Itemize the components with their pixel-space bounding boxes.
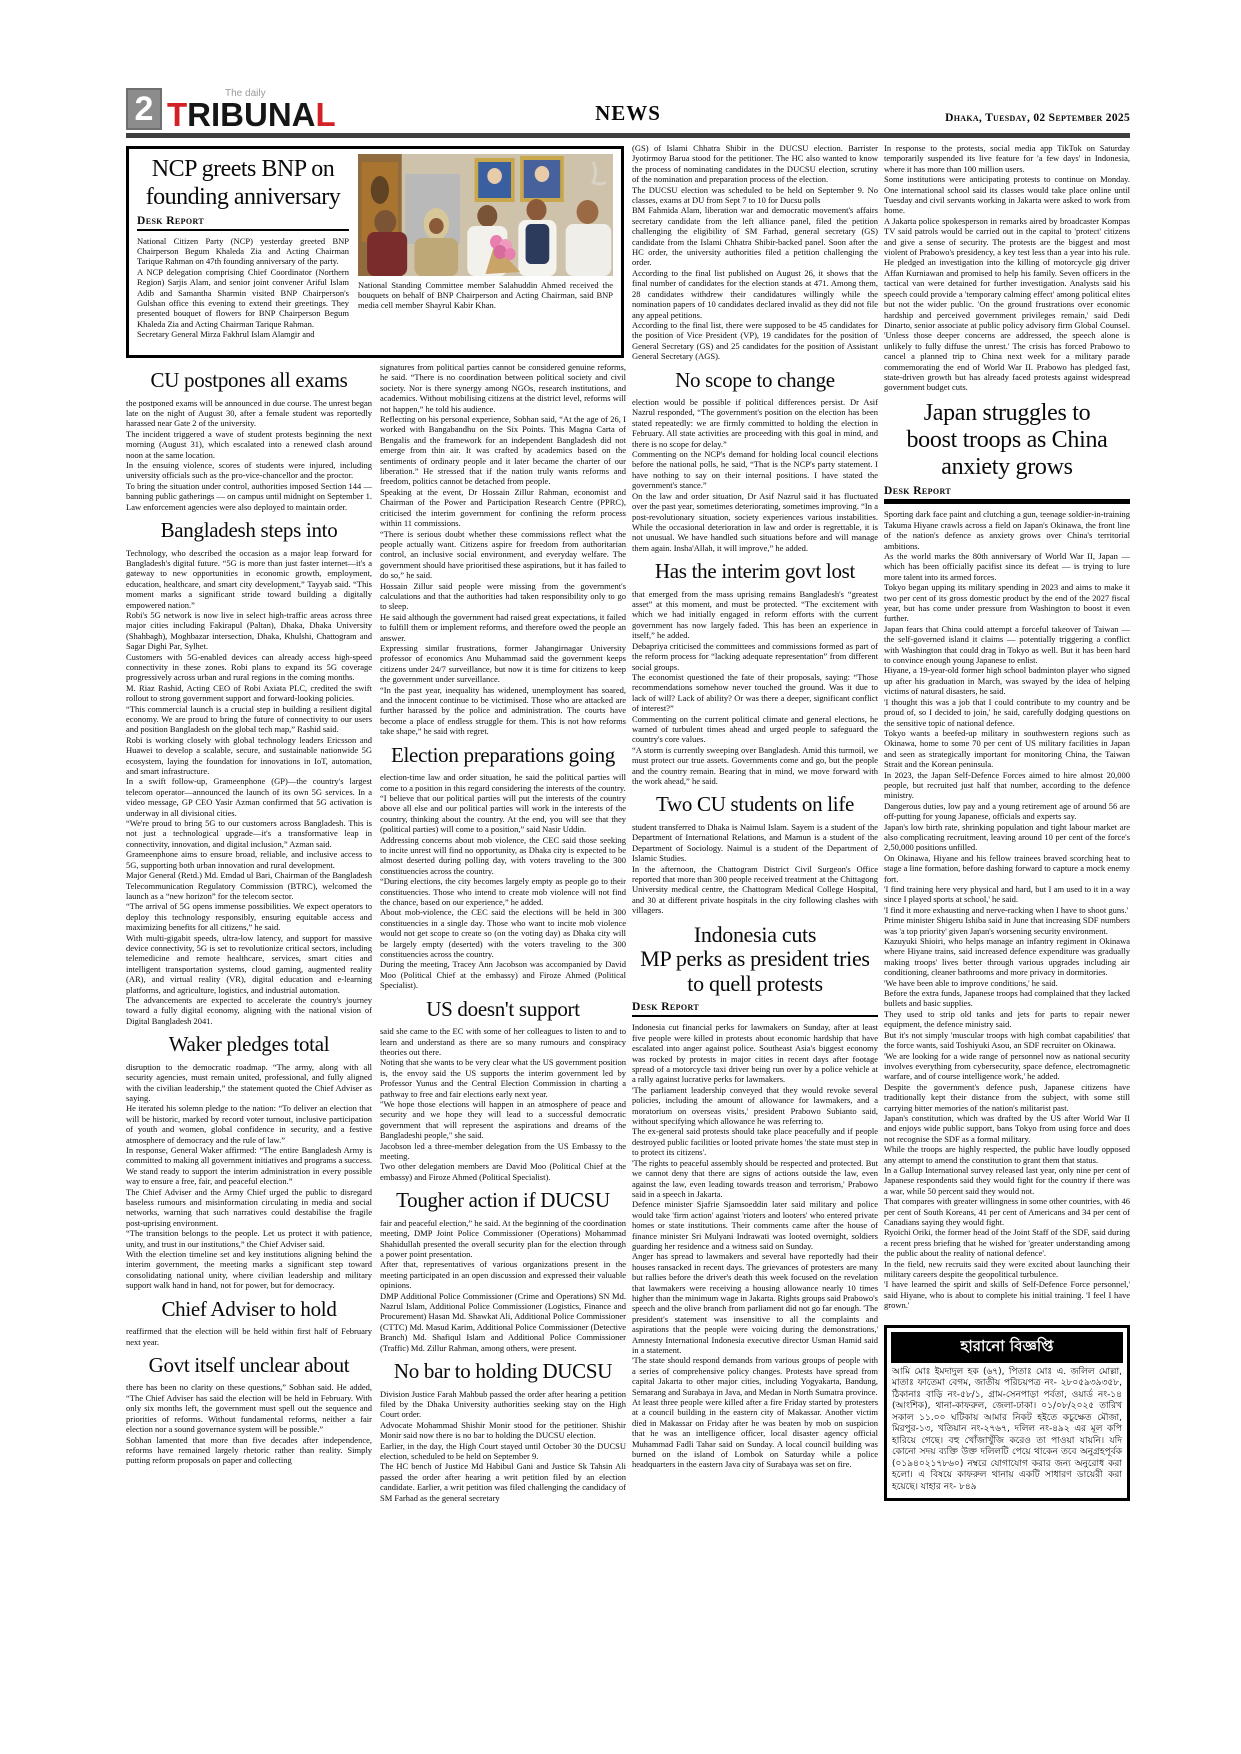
lead-article-paragraph: Secretary General Mirza Fakhrul Islam Alamgir and (137, 329, 315, 340)
article-paragraph: Two other delegation members are David Moo (Political Chief at the embassy) and Firoze Ahmed (Political Specialist). (380, 1161, 626, 1182)
article-paragraph: Japan fears that China could attempt a forceful takeover of Taiwan — the self-governed island it claims — potentially triggering a conflict with Washington that could drag in Tokyo as well. But it has been hard to convince enough young Japanese to enlist. (884, 623, 1130, 666)
article-paragraph: Noting that she wants to be very clear what the US government position is, the envoy said the US supports the interim government led by Professor Yunus and the Central Election Commission in charting a pathway to free and fair elections early next year. (380, 1057, 626, 1099)
article-paragraph: “During elections, the city becomes largely empty as people go to their constituencies. Those who intend to create mob violence will not find the chance, based on our experience,” he added. (380, 876, 626, 908)
article-paragraph: BM Fahmida Alam, liberation war and democratic movement's affairs secretary candidate from the left alliance panel, filed the petition challenging the eligibility of SM Farhad, general secretary (GS) candidate from the Islami Chhatra Shibir-backed panel. Soon after the HC order, the university authorities filed a petition challenging the order. (632, 205, 878, 268)
article-paragraph: The economist questioned the fate of their proposals, saying: “Those recommendations somehow never touched the ground. Was it due to lack of will? Lack of ability? Or was there a deeper, significant conflict of interest?” (632, 671, 878, 714)
article-paragraph: 'The rights to peaceful assembly should be respected and protected. But we cannot deny that there are signs of actions outside the law, even against the law, even leading towards treason and terrorism,' Prabowo said in a speech in Jakarta. (632, 1157, 878, 1199)
article-paragraph: 'I have learned the spirit and skills of Self-Defence Force personnel,' said Hiyane, who is about to complete his initial training. 'I feel I have grown.' (884, 1279, 1130, 1311)
article-paragraph: Grameenphone aims to ensure broad, reliable, and inclusive access to 5G, supporting both urban innovation and rural development. (126, 849, 372, 870)
article-paragraph: “This commercial launch is a crucial step in building a resilient digital economy. We are proud to bring the future of connectivity to our users and position Bangladesh on the global tech map,” Rashid said. (126, 703, 372, 735)
lead-article-paragraph: A NCP delegation comprising Chief Coordinator (Northern Region) Sarjis Alam, and senior joint convener Ariful Islam Adib and Samantha Sharmin visited BNP Chairperson's Gulshan office this evening to extend their greetings. They presented bouquet of flowers for BNP Chairperson Begum Khaleda Zia and Acting Chairman Tarique Rahman. (137, 266, 349, 329)
lost-notice-body: আমি মোঃ ইমদাদুল হক (৬৭), পিতাঃ মোঃ এ. জলিল মোল্লা, মাতাঃ ফাতেমা বেগম, জাতীয় পরিচয়পত্র নং- ২৮০৫৯৩৯৩৫৮, ঠিকানাঃ বাড়ি নং-৫৮/১, গ্রাম-সেনপাড়া পর্বতা, ওয়ার্ড নং-১৪ (আংশিক), থানা-কাফরুল, জেলা-ঢাকা। ০১/০৮/২০২৫ তারিখ সকাল ১১.০০ ঘটিকায় আমার নিকট হইতে কচুক্ষেত মৌজা, মিরপুর-১৩, খতিয়ান নং-২৭৬৭, দলিল নং-৪৯২ এর মূল কপি হারিয়ে গেছে। বহু খোঁজাখুঁজি করেও তা পাওয়া যায়নি। যদি কোনো সদয় ব্যক্তি উক্ত দলিলটি পেয়ে থাকেন তবে অনুগ্রহপূর্বক (০১৯৪০২১৭৮৬০) নম্বরে যোগাযোগ করার জন্য অনুরোধ করা হলো। এ বিষয়ে কাফরুল থানায় একটি সাধারণ ডায়েরী করা হয়েছে। যাহার নং- ৮৪৯ (892, 1366, 1122, 1492)
lead-article-body (137, 236, 349, 340)
article-paragraph: Commenting on the NCP's demand for holding local council elections before the national polls, he said, “That is the NCP's party statement. I have nothing to say on their internal positions. I have stated the government's stance.” (632, 449, 878, 491)
article-paragraph: Japan's low birth rate, shrinking population and tight labour market are also complicating recruitment, leaving around 10 per cent of the force's 2,50,000 positions unfilled. (884, 821, 1130, 853)
article-headline (126, 519, 372, 543)
article-paragraph: The HC bench of Justice Md Habibul Gani and Justice Sk Tahsin Ali passed the order after hearing a writ petition filed by an election candidate. Earlier, a writ petition was filed challenging the candidacy of SM Farhad as the general secretary (380, 1461, 626, 1503)
article-paragraph: Hiyane, a 19-year-old former high school badminton player who signed up after his graduation in March, was swayed by the idea of helping victims of natural disasters, he said. (884, 665, 1130, 697)
article-headline (632, 560, 878, 584)
article-paragraph: Despite the government's defence push, Japanese citizens have traditionally kept their distance from the subject, with some still carrying bitter memories of the nation's militarist past. (884, 1081, 1130, 1113)
article-paragraph: They used to strip old tanks and jets for parts to repair newer equipment, the defence ministry said. (884, 1008, 1130, 1030)
headline-line: anxiety grows (941, 453, 1073, 480)
article-paragraph: In the ensuing violence, scores of students were injured, including university officials such as the pro-vice-chancellor and the proctor. (126, 459, 372, 481)
article-paragraph: Earlier, in the day, the High Court stayed until October 30 the DUCSU election, scheduled to be held on September 9. (380, 1440, 626, 1462)
article-paragraph: On Okinawa, Hiyane and his fellow trainees braved scorching heat to stage a line formation, before dashing forward to capture a mock enemy fort. (884, 852, 1130, 884)
article-paragraph: Sporting dark face paint and clutching a gun, teenage soldier-in-training Takuma Hiyane crawls across a field on Japan's Okinawa, the front line of the nation's defence as anxiety grows over China's territorial ambitions. (884, 509, 1130, 551)
article-paragraph: Jacobson led a three-member delegation from the US Embassy to the meeting. (380, 1140, 626, 1162)
article-paragraph: election-time law and order situation, he said the political parties will come to a position in this regard considering the interests of the country. (380, 772, 626, 793)
article-paragraph: To bring the situation under control, authorities imposed Section 144 — banning public gatherings — on campus until midnight on September 1. Law enforcement agencies were also deployed to maintain order. (126, 480, 372, 512)
masthead-rule (126, 133, 1130, 138)
article-paragraph: He iterated his solemn pledge to the nation: “To deliver an election that will be historic, marked by record voter turnout, inclusive participation of youth and women, global confidence in security, and a festive atmosphere of democracy and the rule of law.” (126, 1103, 372, 1145)
lead-article-photo-column (358, 154, 613, 351)
article-paragraph: Ryoichi Oriki, the former head of the Joint Staff of the SDF, said during a recent press briefing that he wished for 'greater understanding among the public about the reality of national defence'. (884, 1227, 1130, 1259)
article-paragraph: Indonesia cut financial perks for lawmakers on Sunday, after at least five people were killed in protests about economic hardship that have escalated into anger against police. Southeast Asia's biggest economy was rocked by protests in major cities in recent days after footage spread of a motorcycle taxi driver being run over by a police vehicle at a rally against lucrative perks for lawmakers. (632, 1022, 878, 1085)
page-number: 2 (126, 88, 162, 130)
headline-line: No scope to change (675, 367, 835, 392)
column-2 (380, 362, 626, 1503)
article-paragraph: Before the extra funds, Japanese troops had complained that they lacked bullets and basic supplies. (884, 988, 1130, 1009)
article-paragraph: Dangerous duties, low pay and a young retirement age of around 56 are off-putting for young Japanese, officials and experts say. (884, 800, 1130, 822)
article-paragraph: Technology, who described the occasion as a major leap forward for Bangladesh's digital future. “5G is more than just faster internet—it's a gateway to new opportunities in economic growth, employment, education, healthcare, and smart city development,” Tayyab said. “This moment marks a significant stride toward building a digitally empowered nation.” (126, 547, 372, 610)
masthead (126, 90, 1130, 132)
article-paragraph: That compares with greater willingness in some other countries, with 46 per cent of South Koreans, 41 per cent of Americans and 34 per cent of Canadians saying they would fight. (884, 1196, 1130, 1227)
article-paragraph: 'We have been able to improve conditions,' he said. (884, 977, 1058, 988)
headline-line: Japan struggles to (923, 399, 1091, 426)
headline-line: Indonesia cuts (693, 921, 817, 947)
headline-line: Tougher action if DUCSU (396, 1188, 610, 1213)
brand-last-letter: L (315, 96, 336, 134)
article-paragraph: “The arrival of 5G opens immense possibilities. We expect operators to deploy this technology responsibly, ensuring equitable access and maximizing benefits for all citizens,” he said. (126, 901, 372, 933)
lead-article (126, 146, 624, 358)
lead-byline: Desk Report (137, 214, 205, 227)
article-headline (380, 744, 626, 768)
article-paragraph: Sobhan lamented that more than five decades after independence, reforms have remained largely rhetoric rather than reality. Simply putting reform proposals on paper and collecting (126, 1434, 372, 1466)
section-title: NEWS (595, 101, 661, 125)
article-paragraph: With multi-gigabit speeds, ultra-low latency, and support for massive device connectivity, 5G is set to revolutionize critical sectors, including telemedicine and remote healthcare, services, smart cities and intelligent transportation systems, cloud gaming, augmented reality (AR), and virtual reality (VR), digital education and e-learning platforms, and agriculture, logistics, and industrial automation. (126, 932, 372, 995)
headline-line: Chief Adviser to hold (161, 1296, 337, 1321)
article-paragraph: “We're proud to bring 5G to our customers across Bangladesh. This is not just a technological upgrade—it's a transformative leap in connectivity, innovation, and digital inclusion,” Azman said. (126, 818, 372, 849)
article-paragraph: (GS) of Islami Chhatra Shibir in the DUCSU election. Barrister Jyotirmoy Barua stood for the petitioner. The HC also wanted to know the process of nominating candidates in the DUCSU election, scrutiny of the nomination and preparation process of the election. (632, 143, 878, 185)
article-paragraph: signatures from political parties cannot be considered genuine reforms, he said. “There is no coordination between political society and civil society. Nor is there synergy among NGOs, research institutions, and academics. Without mobilising citizens at the district level, reforms will not happen,” he told his audience. (380, 362, 626, 414)
article-paragraph: During the meeting, Tracey Ann Jacobson was accompanied by David Moo (Political Chief at the embassy) and Firoze Ahmed (Political Specialist). (380, 959, 626, 991)
dateline: Dhaka, Tuesday, 02 September 2025 (945, 112, 1130, 124)
headline-line: Waker pledges total (168, 1032, 330, 1057)
article-paragraph: As the world marks the 80th anniversary of World War II, Japan — which has been officially pacifist since its defeat — is trying to lure more talent into its armed forces. (884, 551, 1130, 582)
article-paragraph: Major General (Retd.) Md. Emdad ul Bari, Chairman of the Bangladesh Telecommunication Regulatory Commission (BTRC), welcomed the launch as a “new horizon” for the telecom sector. (126, 870, 372, 901)
article-paragraph: Prime minister Shigeru Ishiba said in June that increasing SDF numbers was 'a top priority' given Japan's worsening security environment. (884, 915, 1130, 936)
article-paragraph: On the law and order situation, Dr Asif Nazrul said it has fluctuated over the past year, sometimes deteriorating, sometimes improving. “In a post-revolutionary situation, society experiences various instabilities. While the occasional deterioration in law and order is regrettable, it is not unusual. We have handled such situations before and will manage them again. Insha'Allah, it will improve,” he added. (632, 490, 878, 553)
article-paragraph: Advocate Mohammad Shishir Monir stood for the petitioner. Shishir Monir said now there is no bar to holding the DUCSU election. (380, 1419, 626, 1441)
headline-line: Two CU students on life (655, 792, 855, 817)
article-paragraph: “There is serious doubt whether these commissions reflect what the people actually want. Citizens aspire for freedom from authoritarian control, an inclusive social environment, and everyday welfare. The government should have prioritised these aspirations, but it has failed to do so,” he said. (380, 528, 626, 581)
lead-article-paragraph: National Citizen Party (NCP) yesterday greeted BNP Chairperson Begum Khaleda Zia and Acting Chairman Tarique Rahman on 47th founding anniversary of the party. (137, 235, 349, 267)
article-headline (632, 793, 878, 817)
lost-notice-title: হারানো বিজ্ঞপ্তি (891, 1332, 1123, 1363)
article-paragraph: DMP Additional Police Commissioner (Crime and Operations) SN Md. Nazrul Islam, Additional Police Commissioner (Logistics, Finance and Procurement) Hasan Md. Shawkat Ali, Additional Police Commissioner (CTTC) Md. Masud Karim, Additional Police Commissioner (Detective Branch) Md. Shafiqul Islam and Additional Police Commissioner (Traffic) Md. Zillur Rahman, among others, were present. (380, 1290, 626, 1353)
brand-first-letter: T (167, 96, 188, 134)
headline-line: CU postpones all exams (150, 368, 348, 392)
headline-line: MP perks as president tries (640, 946, 870, 972)
article-paragraph: Kazuyuki Shioiri, who helps manage an infantry regiment in Okinawa where Hiyane trains, said increased defence expenditure was gradually making troops' lives better through various upgrades including air conditioning, cleaner bathrooms and more privacy in dormitories. (884, 936, 1130, 978)
article-paragraph: fair and peaceful election,” he said. At the beginning of the coordination meeting, DMP Joint Police Commissioner (Operations) Mohammad Shahidullah presented the overall security plan for the election through a power point presentation. (380, 1217, 626, 1260)
article-headline (380, 998, 626, 1022)
article-paragraph: there has been no clarity on these questions,” Sobhan said. He added, “The Chief Adviser has said the election will be held in February. With only six months left, the government must spell out the sequence and priorities of reforms. Without fundamental reforms, neither a fair election nor a sound governance system will be possible.” (126, 1382, 372, 1435)
article-paragraph: According to the final list, there were supposed to be 45 candidates for the position of Vice President (VP), 19 candidates for the position of General Secretary (GS) and 25 candidates for the position of Assistant General Secretary (AGS). (632, 319, 878, 362)
headline-line: US doesn't support (426, 996, 580, 1021)
headline-line: Govt itself unclear about (148, 1352, 350, 1377)
article-paragraph: In a Gallup International survey released last year, only nine per cent of Japanese respondents said they would fight for the country if there was a war, while 50 percent said they would not. (884, 1164, 1130, 1196)
brand-middle: RIBUNA (187, 96, 316, 134)
article-paragraph: The advancements are expected to accelerate the country's journey toward a fully digital economy, aligning with the national vision of Digital Bangladesh 2041. (126, 994, 372, 1026)
article-paragraph: In response, General Waker affirmed: “The entire Bangladesh Army is committed to making all government initiatives and programs a success. We stand ready to support the interim administration in every possible way to ensure a free, fair, and peaceful election.” (126, 1144, 372, 1187)
article-paragraph: Hossain Zillur said people were missing from the government's calculations and that the authorities had taken responsibility only to go to sleep. (380, 580, 626, 612)
article-paragraph: "We hope those elections will happen in an atmosphere of peace and security and we hope they will lead to a successful democratic government that will represent the aspirations and dreams of the Bangladeshi people," she said. (380, 1099, 626, 1141)
article-paragraph: Division Justice Farah Mahbub passed the order after hearing a petition filed by the Dhaka University authorities seeking stay on the High Court order. (380, 1388, 626, 1420)
article-paragraph: said she came to the EC with some of her colleagues to listen to and to learn and understand as there are so many rumours and conspiracy theories out there. (380, 1026, 626, 1057)
article-paragraph: In the afternoon, the Chattogram District Civil Surgeon's Office reported that more than 300 people received treatment at the Chittagong University medical centre, the Chattogram Medical College Hospital, and 30 at different private hospitals in the city following clashes with villagers. (632, 863, 878, 916)
article-paragraph: Japan's constitution, which was drafted by the US after World War II and enjoys wide public support, bans Tokyo from using force and does not recognise the SDF as a formal military. (884, 1112, 1130, 1144)
article-paragraph: Tokyo began upping its military spending in 2023 and aims to make it two per cent of its gross domestic product by the end of the 2027 fiscal year, but has come under pressure from Washington to boost it even further. (884, 582, 1130, 624)
article-paragraph: the postponed exams will be announced in due course. The unrest began late on the night of August 30, after a female student was reportedly harassed near Gate 2 of the university. (126, 397, 372, 429)
article-paragraph: Robi's 5G network is now live in select high-traffic areas across three major cities including Fakirapul (Paltan), Dhaka, Dhaka University (Shahbagh), Moghbazar intersection, Dhaka, Khulshi, Chattogram and Sagar Dighi Par, Sylhet. (126, 609, 372, 652)
column-4 (884, 143, 1130, 1501)
article-paragraph: At least three people were killed after a fire Friday started by protesters at a council building in the eastern city of Makassar. Another victim died in Makassar on Friday after he was beaten by mob on suspicion that he was an intelligence officer, local disaster agency official Muhammad Fadli Tahar said on Sunday. A local council building was burned on the island of Lombok on Saturday while a police headquarters in the eastern Java city of Surabaya was set on fire. (632, 1397, 878, 1470)
article-paragraph: “I believe that our political parties will put the interests of the country above all else and our political parties will work in the interests of the country, thinking about the country. At the end, you will see that they (political parties) will come to a position,” said Nasir Uddin. (380, 792, 626, 835)
article-paragraph: But it's not simply 'muscular troops with high combat capabilities' that the force wants, said Toshiyuki Asou, an SDF recruiter on Okinawa. (884, 1029, 1130, 1051)
article-paragraph: About mob-violence, the CEC said the elections will be held in 300 constituencies in a single day. Those who want to incite mob violence would not get scope to create so (on the voting day) as Dhaka city will be largely empty (deserted) with the voters traveling to the 300 constituencies across the country. (380, 907, 626, 960)
article-paragraph: He said although the government had raised great expectations, it failed to fulfill them or implement reforms, and therefore owed the people an answer. (380, 611, 626, 643)
article-paragraph: election would be possible if political differences persist. Dr Asif Nazrul responded, “The government's position on the election has been stated repeatedly: we are firmly committed to holding the election in February. All state activities are proceeding with this goal in mind, and there is no scope for delay.” (632, 397, 878, 449)
article-paragraph: disruption to the democratic roadmap. “The army, along with all security agencies, must remain united, professional, and fully aligned with the civilian leadership,” the statement quoted the Chief Adviser as saying. (126, 1061, 372, 1103)
article-paragraph: 'I thought this was a job that I could contribute to my country and be proud of, so I decided to join,' he said, carefully dodging questions on the sensitive topic of national defence. (884, 696, 1130, 728)
article-paragraph: The ex-general said protests should take place peacefully and if people destroyed public facilities or looted private homes 'the state must step in to protect its citizens'. (632, 1126, 878, 1158)
article-paragraph: that emerged from the mass uprising remains Bangladesh's “greatest asset” at this moment, and must be protected. “The excitement with which we had initially engaged in reform efforts with the current government has now largely faded. This has been an experience in itself,” he added. (632, 588, 878, 641)
headline-line: Has the interim govt lost (654, 559, 856, 584)
lost-notice-ad (884, 1325, 1130, 1502)
headline-line: No bar to holding DUCSU (393, 1359, 613, 1384)
article-headline (632, 369, 878, 393)
article-paragraph: 'The parliament leadership conveyed that they would revoke several policies, including the amount of allowance for lawmakers, and a moratorium on overseas visits,' president Prabowo Subianto said, without specifying which allowance he was referring to. (632, 1084, 878, 1127)
article-paragraph: “A storm is currently sweeping over Bangladesh. Amid this turmoil, we must protect our true assets. Governments come and go, but the people and the country remain. Bearing that in mind, we move forward with the work ahead,” he said. (632, 744, 878, 786)
article-paragraph: The DUCSU election was scheduled to be held on September 9. No classes, exams at DU from Sept 7 to 10 for Ducsu polls (632, 184, 878, 206)
lead-photo (358, 154, 613, 276)
article-paragraph: In a swift follow-up, Grameenphone (GP)—the country's largest telecom operator—announced the launch of its own 5G services. In a video message, GP CEO Yasir Azman confirmed that 5G activation is underway in all divisional cities. (126, 776, 372, 818)
article-paragraph: A Jakarta police spokesperson in remarks aired by broadcaster Kompas TV said patrols would be carried out in the capital to 'protect' citizens and give a sense of security. The protests are the biggest and most violent of Prabowo's presidency, a key test less than a year into his rule. He pledged an investigation into the killing of motorcycle gig driver Affan Kurniawan and promised to help his family. Seven officers in the tactical van were detained for further investigation. Analysts said his speech could provide a 'temporary calming effect' among political elites but not the wider public. 'On the ground frustrations over economic hardship and perceived government privileges remain,' said Dedi Dinarto, senior associate at public policy advisory firm Global Counsel. 'Unless those deeper concerns are addressed, the speech alone is unlikely to fully diffuse the unrest.' The crisis has forced Prabowo to cancel a planned trip to China next week for a military parade commemorating the end of World War II. Prabowo has pledged fast, state-driven growth but has already faced protests against widespread government budget cuts. (884, 215, 1130, 393)
article-headline (632, 923, 878, 997)
article-headline (126, 1354, 372, 1378)
article-paragraph: Defence minister Sjafrie Sjamsoeddin later said military and police would take 'firm action' against 'rioters and looters' who entered private homes or state institutions. Their comments came after the house of finance minister Sri Mulyani Indrawati was looted overnight, soldiers guarding her residence and a witness said on Sunday. (632, 1199, 878, 1251)
byline-rule (137, 229, 349, 231)
article-paragraph: Addressing concerns about mob violence, the CEC said those seeking to incite unrest will find no opportunity, as Dhaka city is expected to be almost deserted during polling day, with voters traveling to the 300 constituencies across the country. (380, 834, 626, 876)
byline: Desk Report (884, 485, 952, 498)
headline-line: boost troops as China (906, 426, 1108, 453)
lead-article-headline (137, 155, 349, 212)
article-paragraph: Tokyo wants a beefed-up military in southwestern regions such as Okinawa, home to some 70 per cent of US military facilities in Japan and seen as strategically important for monitoring China, the Taiwan Strait and the Korean peninsula. (884, 727, 1130, 770)
article-headline (126, 369, 372, 393)
article-paragraph: 'The state should respond demands from various groups of people with a series of comprehensive policy changes. Protests have spread from capital Jakarta to other major cities, including Yogyakarta, Bandung, Semarang and Surabaya in Java, and Medan in North Sumatra province. (632, 1355, 878, 1397)
article-paragraph: 'We are looking for a wide range of personnel now as national security involves everything from cybersecurity, space defence, electromagnetic warfare, and of course intelligence work,' he added. (884, 1050, 1130, 1082)
article-paragraph: Commenting on the current political climate and general elections, he warned of turbulent times ahead and urged people to safeguard the country's core values. (632, 713, 878, 745)
article-headline (380, 1360, 626, 1384)
article-paragraph: Reflecting on his personal experience, Sobhan said, “At the age of 26, I worked with Bangabandhu on the Six Points. This Magna Carta of Bengalis and the framework for an independent Bangladesh did not emerge from thin air. It was crafted by academics based on the sentiments of ordinary people and it later became the charter of our liberation.” He stressed that if the nation truly wants reforms and freedom, politics cannot be detached from people. (380, 414, 626, 487)
column-3 (632, 143, 878, 1470)
article-paragraph: Speaking at the event, Dr Hossain Zillur Rahman, economist and Chairman of the Power and Participation Research Centre (PPRC), criticised the interim government for confining the reform process within 11 commissions. (380, 486, 626, 529)
headline-line: to quell protests (687, 970, 823, 996)
brand-tagline: The daily (225, 88, 266, 100)
article-headline (126, 1298, 372, 1322)
article-paragraph: While the troops are highly respected, the public have loudly opposed any attempt to amend the constitution to grant them that status. (884, 1144, 1130, 1165)
article-paragraph: “In the past year, inequality has widened, unemployment has soared, and the innocent continue to be victimised. Those who are attacked are further harassed by the police and administration. The courts have become a place of endless struggle for them. This is not how reforms take shape,” he said with regret. (380, 684, 626, 737)
article-paragraph: Some institutions were anticipating protests to continue on Monday. One international school said its classes would take place online until Tuesday and civil servants working in Jakarta were asked to work from home. (884, 174, 1130, 216)
article-paragraph: 'I find training here very physical and hard, but I am used to it in a way since I played sports at school,' he said. (884, 884, 1130, 905)
byline-rule (632, 1015, 878, 1017)
article-paragraph: With the election timeline set and key institutions aligning behind the interim government, the meeting marks a significant step toward consolidating national unity, where civilian leadership and military support walk hand in hand, not for power, but for democracy. (126, 1249, 372, 1291)
article-paragraph: Debapriya criticised the committees and commissions formed as part of the reform process for “lacking adequate representation” from different social groups. (632, 640, 878, 672)
article-paragraph: The Chief Adviser and the Army Chief urged the public to disregard baseless rumours and misinformation circulating in media and social networks, warning that such narratives could destabilise the fragile post-uprising environment. (126, 1186, 372, 1228)
lead-headline-line-2: founding anniversary (145, 184, 341, 211)
article-paragraph: In 2023, the Japan Self-Defence Forces aimed to hire almost 20,000 people, but recruited just half that number, according to the defence ministry. (884, 769, 1130, 801)
article-paragraph: reaffirmed that the election will be held within first half of February next year. (126, 1326, 372, 1347)
headline-line: Election preparations going (391, 742, 615, 767)
byline-rule (884, 499, 1130, 504)
lead-headline-line-1: NCP greets BNP on (151, 156, 335, 182)
article-headline (380, 1189, 626, 1213)
article-paragraph: student transferred to Dhaka is Naimul Islam. Sayem is a student of the Department of International Relations, and Mamun is a student of the Department of Sociology. Naimul is a student of the Department of Islamic Studies. (632, 821, 878, 864)
column-1 (126, 362, 372, 1466)
article-headline (126, 1033, 372, 1057)
article-paragraph: The incident triggered a wave of student protests beginning the next morning (August 31), which escalated into a renewed clash around noon at the same location. (126, 428, 372, 460)
article-headline (884, 400, 1130, 481)
article-paragraph: Expressing similar frustrations, former Jahangirnagar University professor of economics Anu Muhammad said the government keeps citizens under 24/7 surveillance, but now it is time for citizens to keep the government under surveillance. (380, 642, 626, 685)
article-paragraph: Anger has spread to lawmakers and several have reportedly had their houses ransacked in recent days. The grievances of protesters are many but rallies before the driver's death this week focused on the revelation that lawmakers were receiving a housing allowance nearly 10 times higher than the minimum wage in Jakarta. Rights groups said Prabowo's speech and the olive branch from parliament did not go far enough. 'The president's statement was insensitive to all the complaints and aspirations that the people were voicing during the demonstrations,' Amnesty International Indonesia executive director Usman Hamid said in a statement. (632, 1251, 878, 1356)
article-paragraph: After that, representatives of various organizations present in the meeting participated in an open discussion and expressed their valuable opinions. (380, 1259, 626, 1291)
article-paragraph: “The transition belongs to the people. Let us protect it with patience, unity, and trust in our institutions,” the Chief Adviser said. (126, 1228, 372, 1249)
article-paragraph: According to the final list published on August 26, it shows that the final number of candidates for the election stands at 471. Among them, 28 candidates withdrew their candidatures willingly while the nomination papers of 10 candidates declared invalid as they did not file any appeal petitions. (632, 267, 878, 320)
article-paragraph: 'I find it more exhausting and nerve-racking when I have to shoot guns.' (884, 904, 1129, 915)
lead-article-text-column (137, 154, 349, 351)
article-paragraph: M. Riaz Rashid, Acting CEO of Robi Axiata PLC, credited the swift rollout to strong government support and forward-looking policies. (126, 682, 372, 704)
article-paragraph: Customers with 5G-enabled devices can already access high-speed connectivity in these zones. Robi plans to expand its 5G coverage progressively across urban and rural regions in the coming months. (126, 651, 372, 683)
byline: Desk Report (632, 1001, 700, 1014)
article-paragraph: In the field, new recruits said they were excited about launching their military careers despite the geopolitical turbulence. (884, 1258, 1130, 1280)
article-paragraph: Robi is working closely with global technology leaders Ericsson and Huawei to develop a scalable, secure, and sustainable nationwide 5G ecosystem, laying the foundation for innovations in IoT, automation, and smart infrastructure. (126, 734, 372, 777)
headline-line: Bangladesh steps into (160, 517, 338, 542)
lead-photo-caption: National Standing Committee member Salahuddin Ahmed received the bouquets on behalf of BNP Chairperson and Acting Chairman, said BNP media cell member Shayrul Kabir Khan. (358, 280, 613, 311)
article-paragraph: In response to the protests, social media app TikTok on Saturday temporarily suspended its live feature for 'a few days' in Indonesia, where it has more than 100 million users. (884, 143, 1130, 174)
